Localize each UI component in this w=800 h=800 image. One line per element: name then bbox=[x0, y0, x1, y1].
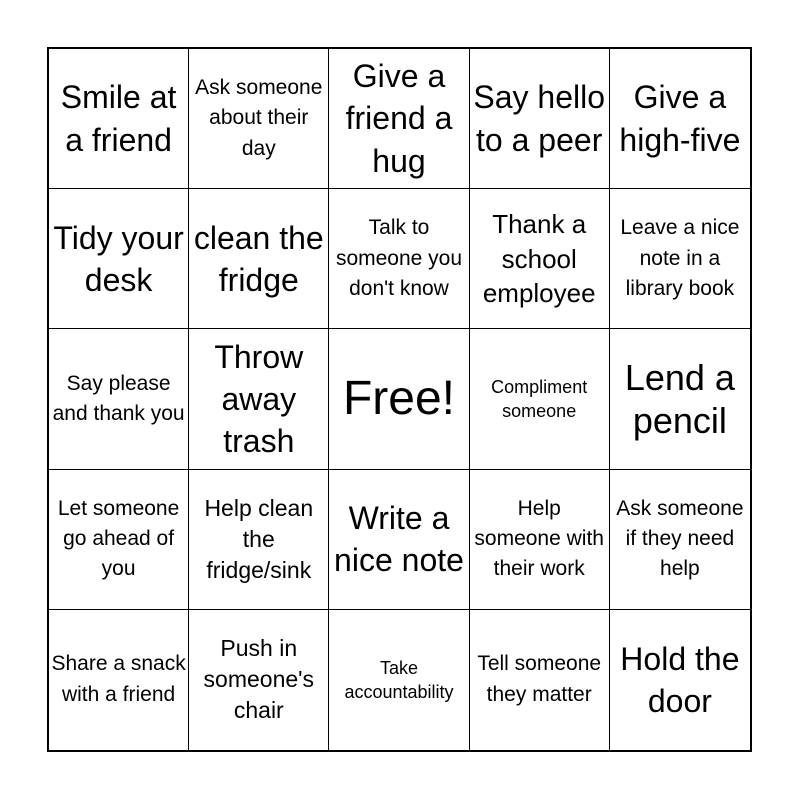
bingo-cell[interactable] bbox=[470, 470, 610, 610]
bingo-cell[interactable] bbox=[470, 49, 610, 189]
bingo-cell[interactable] bbox=[470, 610, 610, 750]
bingo-cell-text: Talk to someone you don't know bbox=[335, 216, 463, 300]
bingo-cell[interactable] bbox=[329, 189, 469, 329]
bingo-cell-text: Give a high-five bbox=[619, 79, 741, 158]
bingo-cell[interactable] bbox=[189, 610, 329, 750]
bingo-cell[interactable] bbox=[470, 329, 610, 469]
bingo-board bbox=[47, 47, 752, 752]
bingo-cell[interactable] bbox=[329, 49, 469, 189]
bingo-cell-text: Push in someone's chair bbox=[203, 635, 315, 724]
bingo-free-space[interactable] bbox=[329, 329, 469, 469]
bingo-cell[interactable] bbox=[610, 329, 750, 469]
bingo-cell-text: Hold the door bbox=[620, 640, 740, 719]
bingo-cell[interactable] bbox=[49, 329, 189, 469]
bingo-cell[interactable] bbox=[610, 49, 750, 189]
bingo-cell-text: Share a snack with a friend bbox=[51, 652, 186, 706]
bingo-cell[interactable] bbox=[189, 189, 329, 329]
bingo-cell-text: Compliment someone bbox=[491, 376, 588, 421]
bingo-cell-text: Say hello to a peer bbox=[473, 79, 606, 158]
bingo-cell[interactable] bbox=[189, 49, 329, 189]
bingo-cell-text: Say please and thank you bbox=[52, 371, 185, 425]
bingo-cell-text: Tell someone they matter bbox=[477, 652, 602, 706]
bingo-cell-text: Help someone with their work bbox=[474, 496, 604, 581]
bingo-cell-text: Tidy your desk bbox=[53, 219, 184, 298]
bingo-cell-text: Throw away trash bbox=[214, 338, 304, 460]
bingo-cell-text: Free! bbox=[342, 371, 455, 425]
bingo-cell[interactable] bbox=[49, 470, 189, 610]
bingo-cell-text: Smile at a friend bbox=[60, 79, 177, 158]
bingo-cell[interactable] bbox=[610, 189, 750, 329]
bingo-cell-text: Lend a pencil bbox=[624, 356, 735, 441]
bingo-cell-text: Take accountability bbox=[344, 657, 454, 702]
bingo-cell-text: Leave a nice note in a library book bbox=[620, 216, 740, 300]
bingo-cell-text: Ask someone if they need help bbox=[616, 496, 744, 581]
bingo-cell[interactable] bbox=[189, 470, 329, 610]
bingo-cell[interactable] bbox=[49, 189, 189, 329]
bingo-cell[interactable] bbox=[49, 610, 189, 750]
bingo-cell-text: Thank a school employee bbox=[482, 209, 596, 308]
bingo-cell[interactable] bbox=[329, 610, 469, 750]
bingo-cell[interactable] bbox=[49, 49, 189, 189]
bingo-cell-text: clean the fridge bbox=[193, 219, 324, 298]
bingo-cell[interactable] bbox=[610, 610, 750, 750]
bingo-cell[interactable] bbox=[329, 470, 469, 610]
bingo-cell-text: Help clean the fridge/sink bbox=[204, 494, 314, 583]
bingo-cell[interactable] bbox=[189, 329, 329, 469]
bingo-cell-text: Ask someone about their day bbox=[195, 75, 323, 160]
bingo-cell-text: Give a friend a hug bbox=[345, 58, 453, 179]
bingo-cell-text: Let someone go ahead of you bbox=[57, 496, 180, 581]
bingo-cell[interactable] bbox=[470, 189, 610, 329]
bingo-cell-text: Write a nice note bbox=[334, 499, 464, 579]
bingo-cell[interactable] bbox=[610, 470, 750, 610]
